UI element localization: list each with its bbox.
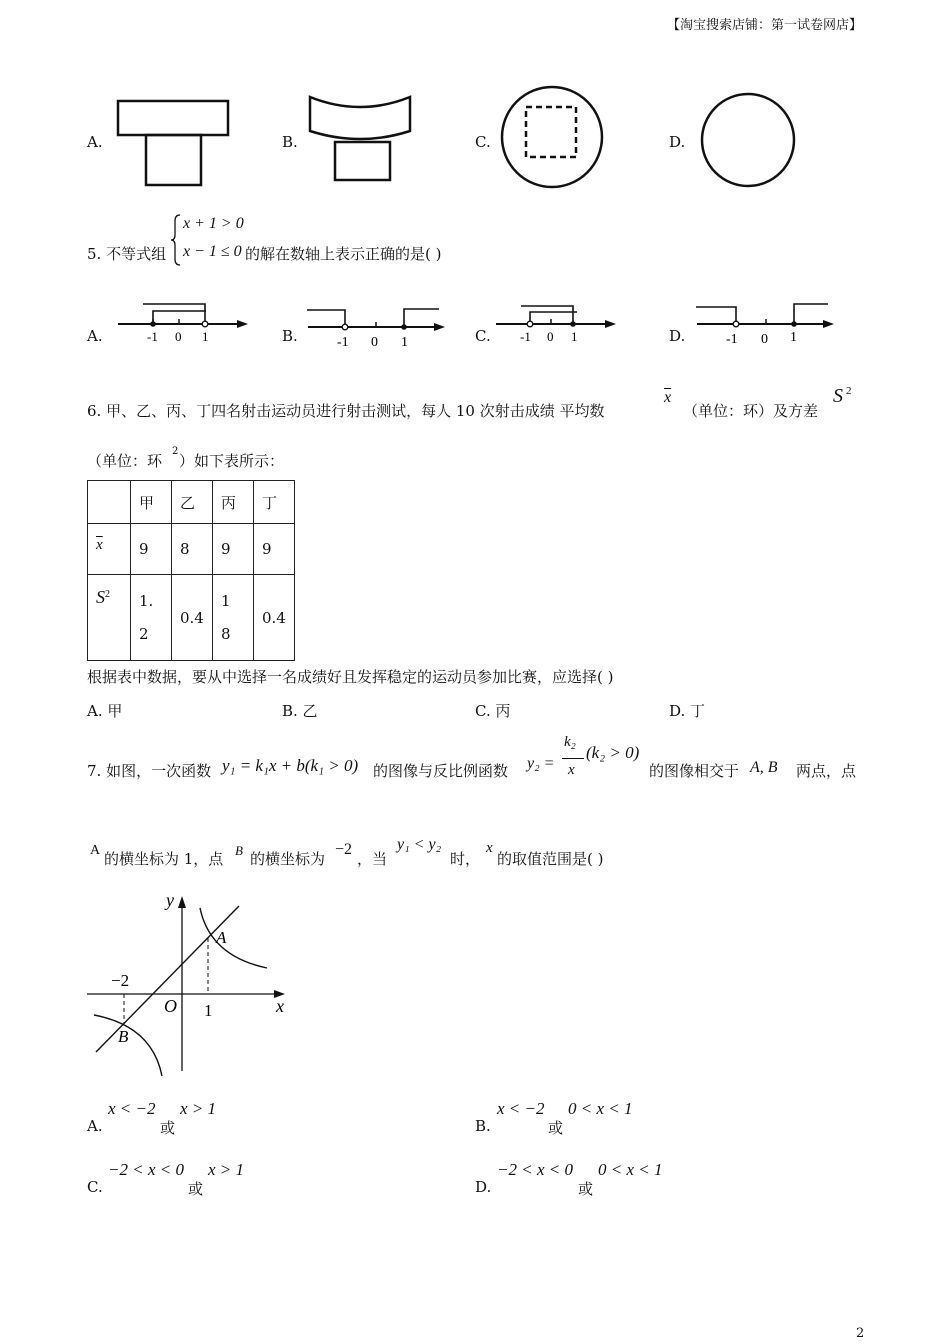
q7-option-d-or: 或: [578, 1180, 594, 1198]
q6-line2-sup: 2: [172, 446, 179, 457]
q6-mean-symbol: $\overline{x}$: [664, 389, 672, 406]
q7-option-b-or: 或: [548, 1119, 564, 1137]
graph-point-b-label: B: [118, 1027, 129, 1046]
q6-option-d: D. 丁: [669, 702, 706, 720]
graph-x-label: x: [276, 996, 284, 1016]
q4-option-a-label: A.: [87, 133, 103, 151]
q7-option-c-left: −2 < x < 0: [108, 1160, 184, 1179]
q6-line1-a: 6. 甲、乙、丙、丁四名射击运动员进行射击测试，每人 10 次射击成绩 平均数: [87, 402, 605, 420]
q4-option-b-figure: [305, 93, 415, 185]
q4-option-c-figure: [498, 83, 606, 191]
q4-option-c-label: C.: [475, 133, 491, 151]
q4-option-d-label: D.: [669, 133, 686, 151]
q7-line2-h: 时，: [450, 850, 481, 868]
mean-row-header: $\overline{x}$: [88, 524, 131, 575]
hyperbola-branch-upper: [200, 908, 267, 968]
graph-point-a-label: A: [216, 928, 227, 947]
q5-option-b-label: B.: [282, 327, 298, 345]
q4-option-d-figure: [697, 92, 799, 190]
graph-tick-neg2: −2: [111, 971, 130, 990]
q5-prefix: 5. 不等式组: [87, 245, 167, 263]
table-cell: 0.4: [254, 575, 295, 661]
q6-line1-b: （单位：环）及方差: [683, 402, 819, 420]
tick-label: 0: [371, 335, 378, 350]
q7-option-a-right: x > 1: [180, 1099, 217, 1118]
q7-option-d-right: 0 < x < 1: [598, 1160, 663, 1179]
q7-option-a-label: A.: [87, 1117, 103, 1135]
q7-option-c-right: x > 1: [208, 1160, 245, 1179]
q7-line1-c: 的图像相交于: [649, 762, 740, 780]
q7-inverse-function-numerator: k₂: [564, 734, 576, 750]
q5-brace: [170, 213, 182, 267]
q7-points: A, B: [750, 759, 778, 776]
fraction-bar: [562, 758, 584, 759]
q5-suffix: 的解在数轴上表示正确的是( ): [245, 245, 442, 263]
shop-header: 【淘宝搜索店铺：第一试卷网店】: [667, 18, 863, 33]
table-header: 乙: [172, 481, 213, 524]
q7-point-b: B: [235, 843, 243, 858]
tick-label: 0: [175, 329, 182, 344]
table-corner: [88, 481, 131, 524]
q5-inequality-1: x + 1 > 0: [183, 215, 244, 232]
q6-score-table: [87, 480, 295, 661]
q4-option-b-label: B.: [282, 133, 298, 151]
table-cell: 9: [213, 524, 254, 575]
tick-label: 0: [547, 329, 554, 344]
q7-x-symbol: x: [486, 840, 493, 856]
q7-inverse-function-denominator: x: [568, 762, 575, 778]
q5-option-b-numberline: [305, 300, 447, 350]
tick-label: -1: [147, 329, 158, 344]
table-header: 丙: [213, 481, 254, 524]
q5-option-d-label: D.: [669, 327, 686, 345]
table-cell: 1 8: [213, 575, 254, 661]
tick-label: -1: [337, 335, 349, 350]
q7-option-c-or: 或: [188, 1180, 204, 1198]
tick-label: -1: [520, 329, 531, 344]
q7-inverse-function-right: (k₂ > 0): [586, 743, 640, 762]
q6-variance-sup: 2: [846, 385, 852, 397]
q7-option-d-left: −2 < x < 0: [497, 1160, 573, 1179]
q7-line2-f: ，当: [357, 850, 388, 868]
q7-function-graph: [82, 888, 292, 1078]
table-header: 甲: [131, 481, 172, 524]
q7-line1-a: 7. 如图，一次函数: [87, 762, 212, 780]
graph-tick-1: 1: [204, 1001, 213, 1020]
q7-option-a-left: x < −2: [108, 1099, 156, 1118]
q5-option-a-label: A.: [87, 327, 103, 345]
q5-inequality-2: x − 1 ≤ 0: [183, 243, 242, 260]
q7-line1-d: 两点，点: [796, 762, 857, 780]
q7-value-neg2: −2: [335, 841, 353, 858]
q7-option-b-right: 0 < x < 1: [568, 1099, 633, 1118]
table-cell: 0.4: [172, 575, 213, 661]
table-header: 丁: [254, 481, 295, 524]
q7-point-a: A: [90, 843, 101, 858]
q7-line2-b: 的横坐标为 1，点: [104, 850, 224, 868]
graph-y-label: y: [166, 890, 174, 910]
table-cell: 1. 2: [131, 575, 172, 661]
q5-option-d-numberline: [694, 297, 836, 347]
graph-origin-label: O: [164, 996, 177, 1016]
q7-option-d-label: D.: [475, 1178, 492, 1196]
page-number: 2: [856, 1326, 865, 1341]
tick-label: 1: [202, 329, 209, 344]
q6-option-a: A. 甲: [87, 702, 123, 720]
q7-option-b-label: B.: [475, 1117, 491, 1135]
q7-line1-b: 的图像与反比例函数: [373, 762, 509, 780]
tick-label: -1: [726, 332, 738, 347]
variance-row-header: $S^2$: [88, 575, 131, 661]
q6-line2-a: （单位：环: [87, 452, 163, 470]
q5-option-c-label: C.: [475, 327, 491, 345]
tick-label: 1: [401, 335, 408, 350]
tick-label: 1: [571, 329, 578, 344]
q6-option-b: B. 乙: [282, 702, 318, 720]
q7-option-b-left: x < −2: [497, 1099, 545, 1118]
tick-label: 1: [790, 330, 797, 345]
tick-label: 0: [761, 332, 768, 347]
q7-option-a-or: 或: [160, 1119, 176, 1137]
q5-option-a-numberline: [115, 296, 250, 346]
table-cell: 9: [254, 524, 295, 575]
q7-line2-d: 的横坐标为: [250, 850, 326, 868]
q6-line2-b: ）如下表所示：: [179, 452, 285, 470]
y-axis-arrow: [178, 896, 186, 908]
q7-option-c-label: C.: [87, 1178, 103, 1196]
q4-option-a-figure: [115, 98, 233, 190]
q7-condition: y₁ < y₂: [397, 836, 442, 853]
table-cell: 8: [172, 524, 213, 575]
q6-variance-symbol: S: [833, 385, 843, 407]
q7-inverse-function-left: y₂ =: [527, 755, 555, 772]
q7-line2-j: 的取值范围是( ): [497, 850, 604, 868]
q6-option-c: C. 丙: [475, 702, 511, 720]
q6-question: 根据表中数据，要从中选择一名成绩好且发挥稳定的运动员参加比赛，应选择( ): [87, 668, 614, 686]
q5-option-c-numberline: [493, 296, 618, 346]
q7-linear-function: y₁ = k₁x + b(k₁ > 0): [222, 756, 359, 775]
table-cell: 9: [131, 524, 172, 575]
